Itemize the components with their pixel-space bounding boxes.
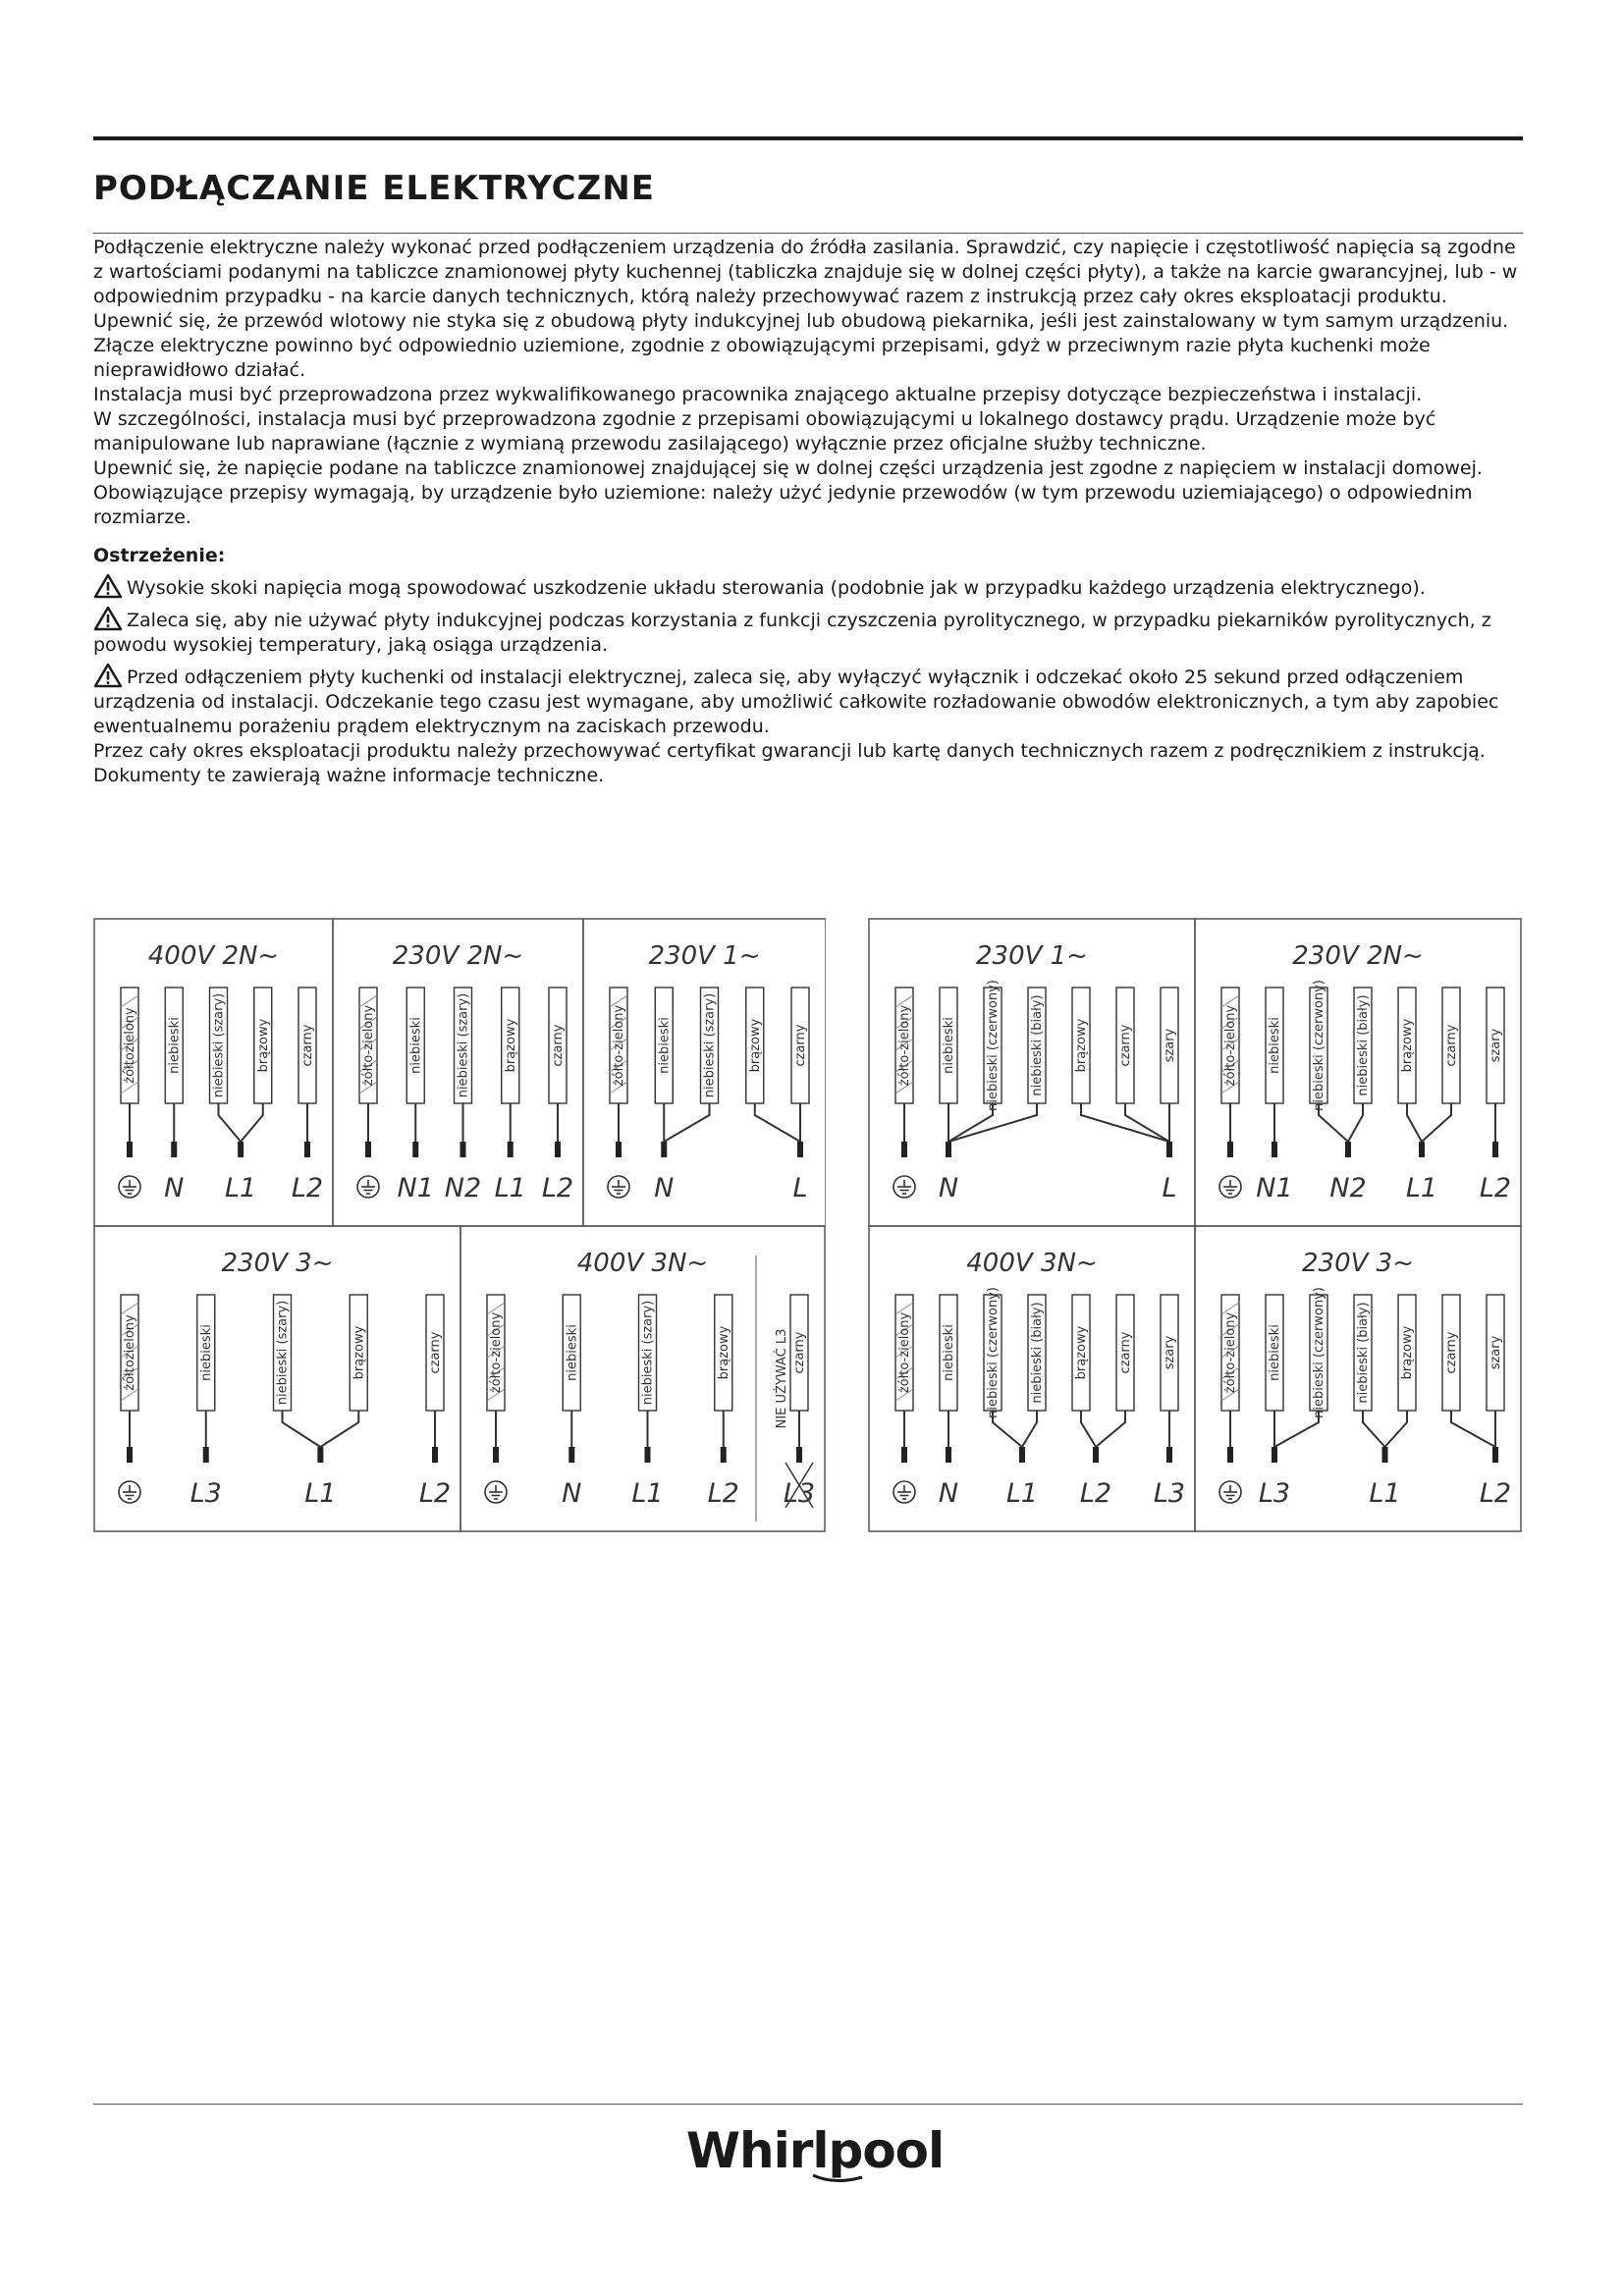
terminal-label: L1 (1005, 1478, 1039, 1509)
terminal-label: L2 (707, 1478, 739, 1509)
voltage-label: 230V 1~ (975, 941, 1089, 971)
wire-label: brązowy (1400, 1325, 1415, 1380)
warning-text: Zaleca się, aby nie używać płyty indukcyjnej podczas korzystania z funkcji czyszczenia pyrolitycznego, w przypadku piekarników pyrolitycznych, z powodu wysokiej temperatury, jaką osiąga urządzenia. (93, 610, 1491, 656)
left-diagram-cell (583, 919, 826, 1226)
lead (755, 1103, 800, 1142)
ferrule (1166, 1447, 1172, 1463)
ferrule (493, 1447, 499, 1463)
wire-label: niebieski (408, 1017, 424, 1074)
ferrule (508, 1142, 514, 1157)
terminal-label: L2 (1479, 1478, 1512, 1509)
terminal-label: N (164, 1173, 185, 1203)
lead (1451, 1411, 1495, 1447)
ferrule (127, 1142, 133, 1157)
paragraph: Upewnić się, że napięcie podane na tabliczce znamionowej znajdującej się w dolnej części urządzenia jest zgodne z napięciem w instalacji domowej. (93, 457, 1483, 479)
right-diagram-cell (1195, 919, 1521, 1226)
wire-label: niebieski (szary) (211, 992, 227, 1098)
wire-label: niebieski (biały) (1030, 1302, 1045, 1404)
terminal-label: N (562, 1478, 582, 1509)
wire-label: żółtozielony (123, 1007, 137, 1084)
left-wiring-diagram-svg (93, 918, 826, 1533)
warning-heading: Ostrzeżenie: (93, 545, 226, 566)
lead (283, 1411, 321, 1447)
wire-label: żółtozielony (123, 1314, 137, 1391)
terminal-label: L1 (304, 1478, 337, 1509)
ferrule (1419, 1142, 1425, 1157)
right-diagram-cell (869, 1226, 1195, 1531)
terminal-label: N (938, 1478, 959, 1509)
wire-label: niebieski (1268, 1324, 1282, 1381)
left-diagram-cell (94, 1226, 460, 1531)
ferrule (946, 1447, 951, 1463)
wire-label: niebieski (565, 1324, 580, 1381)
wire-label: szary (1489, 1335, 1503, 1370)
wire-label: czarny (300, 1024, 315, 1067)
wire-label: niebieski (szary) (640, 1300, 656, 1406)
wire-label: czarny (1118, 1024, 1133, 1067)
wire-label: żółto-zielony (612, 1004, 626, 1087)
page-title: PODŁĄCZANIE ELEKTRYCZNE (93, 169, 655, 208)
warning-item (93, 606, 1527, 658)
ferrule (1166, 1142, 1172, 1157)
left-diagram-cell (460, 1226, 825, 1531)
wire-label: niebieski (942, 1324, 956, 1381)
voltage-label: 230V 3~ (221, 1249, 334, 1278)
wire-label: żółto-zielony (361, 1004, 376, 1087)
ferrule (901, 1142, 907, 1157)
brand-wordmark: Whirlpool (687, 2122, 943, 2179)
ferrule (317, 1447, 323, 1463)
warning-item (93, 573, 1527, 601)
wire-label: czarny (1444, 1024, 1459, 1067)
lead (1096, 1411, 1125, 1447)
warning-text: Przed odłączeniem płyty kuchenki od instalacji elektrycznej, zaleca się, aby wyłączyć wyłącznik i odczekać około 25 sekund przed odłączeniem urządzenia od instalacji. Odczekanie tego czasu jest wymagane, aby umożliwić całkowite rozładowanie obwodów elektronicznych, a tym aby zapobiec ewentualnemu porażeniu prądem elektrycznym na zaciskach przewodu. (93, 667, 1499, 737)
terminal-label: N2 (1329, 1173, 1367, 1203)
voltage-label: 230V 2N~ (392, 941, 524, 971)
ferrule (127, 1447, 133, 1463)
terminal-label: L1 (225, 1173, 257, 1203)
right-diagram-cell (1195, 1226, 1521, 1531)
voltage-label: 400V 3N~ (966, 1249, 1098, 1278)
warning-triangle-icon (93, 606, 123, 631)
wire-label: żółto-zielony (897, 1311, 912, 1394)
left-wiring-diagram (93, 918, 826, 1533)
wire-label: niebieski (czerwony) (1312, 1287, 1326, 1418)
ferrule (304, 1142, 310, 1157)
lead (241, 1103, 263, 1142)
wire-label: żółto-zielony (897, 1004, 912, 1087)
wire-label: brązowy (255, 1018, 271, 1073)
wire-label: szary (1163, 1335, 1177, 1370)
paragraph: Obowiązujące przepisy wymagają, by urządzenie było uziemione: należy użyć jedynie przewodów (w tym przewodu uziemiającego) o odpowiednim rozmiarze. (93, 482, 1473, 528)
ferrule (555, 1142, 561, 1157)
warning-item (93, 663, 1527, 739)
lead (320, 1411, 358, 1447)
ferrule (1227, 1142, 1233, 1157)
wire-label: czarny (1444, 1331, 1459, 1374)
wire-label: brązowy (503, 1018, 518, 1073)
warning-triangle-icon (93, 663, 123, 688)
warning-note: NIE UŻYWAĆ L3 (775, 1328, 789, 1429)
lead (1348, 1103, 1363, 1142)
ferrule (797, 1142, 803, 1157)
wire-label: niebieski (biały) (1030, 994, 1045, 1096)
voltage-label: 230V 3~ (1301, 1249, 1415, 1278)
ferrule (203, 1447, 209, 1463)
terminal-label: L3 (1153, 1478, 1186, 1509)
ferrule (616, 1142, 622, 1157)
wire-label: niebieski (biały) (1356, 994, 1371, 1096)
lead (1022, 1411, 1037, 1447)
ferrule (721, 1447, 727, 1463)
left-diagram-cell (333, 919, 583, 1226)
ferrule (1272, 1447, 1277, 1463)
wire-label: niebieski (czerwony) (986, 1287, 1001, 1418)
ferrule (1019, 1447, 1025, 1463)
wire-label: czarny (551, 1024, 566, 1067)
voltage-label: 400V 3N~ (576, 1249, 709, 1278)
ferrule (1272, 1142, 1277, 1157)
voltage-label: 400V 2N~ (147, 941, 280, 971)
wire-label: czarny (1118, 1331, 1133, 1374)
wire-label: żółto-zielony (1223, 1004, 1238, 1087)
lead (1081, 1411, 1096, 1447)
bottom-rule (93, 2104, 1523, 2105)
ferrule (946, 1142, 951, 1157)
wire-label: brązowy (716, 1325, 731, 1380)
title-rule (93, 233, 1523, 234)
terminal-label: L3 (1258, 1478, 1291, 1509)
warning-text: Wysokie skoki napięcia mogą spowodować uszkodzenie układu sterowania (podobnie jak w przypadku każdego urządzenia elektrycznego). (127, 577, 1426, 599)
terminal-label: N1 (397, 1173, 434, 1203)
wire-label: niebieski (942, 1017, 956, 1074)
ferrule (645, 1447, 651, 1463)
ferrule (1345, 1142, 1351, 1157)
ferrule (1492, 1447, 1498, 1463)
wire-label: brązowy (352, 1325, 367, 1380)
ferrule (412, 1142, 418, 1157)
wire-label: niebieski (czerwony) (986, 980, 1001, 1111)
wire-label: niebieski (198, 1324, 214, 1381)
terminal-label: N (938, 1173, 959, 1203)
body-text (93, 236, 1527, 788)
right-wiring-diagram-svg (868, 918, 1523, 1533)
ferrule (1227, 1447, 1233, 1463)
lead (1407, 1103, 1422, 1142)
terminal-label: L1 (494, 1173, 526, 1203)
terminal-label: L1 (1369, 1478, 1401, 1509)
lead (664, 1103, 709, 1142)
wire-label: niebieski (1268, 1017, 1282, 1074)
wire-label: szary (1163, 1028, 1177, 1063)
ferrule (796, 1447, 802, 1463)
top-rule (93, 136, 1523, 140)
voltage-label: 230V 1~ (648, 941, 761, 971)
paragraph: Podłączenie elektryczne należy wykonać przed podłączeniem urządzenia do źródła zasilania. Sprawdzić, czy napięcie i częstotliwość napięcia są zgodne z wartościami podanymi na tabliczce znamionowej płyty kuchennej (tabliczka znajduje się w dolnej części płyty), a także na karcie gwarancyjnej, lub - w odpowiednim przypadku - na karcie danych technicznych, którą należy przechowywać razem z instrukcją przez cały okres eksploatacji produktu. Upewnić się, że przewód wlotowy nie styka się z obudową płyty indukcyjnej lub obudową piekarnika, jeśli jest zainstalowany w tym samym urządzeniu. (93, 237, 1518, 332)
wire-label: niebieski (czerwony) (1312, 980, 1326, 1111)
lead (1422, 1103, 1451, 1142)
paragraph: Instalacja musi być przeprowadzona przez wykwalifikowanego pracownika znającego aktualne przepisy dotyczące bezpieczeństwa i instalacji. (93, 384, 1423, 405)
left-diagram-cell (94, 919, 333, 1226)
ferrule (1382, 1447, 1388, 1463)
wire-label: brązowy (1074, 1018, 1089, 1073)
wire-label: niebieski (657, 1017, 673, 1074)
wire-label: żółto-zielony (1223, 1311, 1238, 1394)
ferrule (1093, 1447, 1099, 1463)
wire-label: niebieski (szary) (275, 1300, 291, 1406)
whirlpool-logo (687, 2120, 943, 2189)
ferrule (568, 1447, 574, 1463)
wire-label: niebieski (szary) (702, 992, 718, 1098)
terminal-label: L3 (783, 1478, 816, 1509)
lead (219, 1103, 242, 1142)
wire-label: brązowy (1400, 1018, 1415, 1073)
lead (1363, 1411, 1385, 1447)
terminal-label: L2 (418, 1478, 452, 1509)
terminal-label: L1 (631, 1478, 664, 1509)
wire-label: brązowy (1074, 1325, 1089, 1380)
ferrule (901, 1447, 907, 1463)
wire-label: niebieski (167, 1017, 183, 1074)
terminal-label: L2 (291, 1173, 324, 1203)
warning-triangle-icon (93, 573, 123, 599)
wire-label: żółto-zielony (489, 1311, 504, 1394)
wire-label: czarny (428, 1331, 443, 1374)
ferrule (460, 1142, 466, 1157)
ferrule (171, 1142, 177, 1157)
paragraph: Złącze elektryczne powinno być odpowiednio uziemione, zgodnie z obowiązującymi przepisami, gdyż w przeciwnym razie płyta kuchenki może nieprawidłowo działać. (93, 335, 1431, 381)
terminal-label: L (1162, 1173, 1177, 1203)
wire-label: niebieski (szary) (456, 992, 471, 1098)
wire-label: czarny (792, 1331, 807, 1374)
lead (1385, 1411, 1408, 1447)
terminal-label: N2 (444, 1173, 482, 1203)
ferrule (365, 1142, 371, 1157)
terminal-label: L1 (1405, 1173, 1438, 1203)
terminal-label: N1 (1256, 1173, 1293, 1203)
ferrule (432, 1447, 438, 1463)
wire-label: szary (1489, 1028, 1503, 1063)
wire-label: niebieski (biały) (1356, 1302, 1371, 1404)
terminal-label: L2 (541, 1173, 574, 1203)
terminal-label: N (654, 1173, 675, 1203)
terminal-label: L2 (1479, 1173, 1512, 1203)
right-wiring-diagram (868, 918, 1523, 1533)
paragraph: W szczególności, instalacja musi być przeprowadzona zgodnie z przepisami obowiązującymi u lokalnego dostawcy prądu. Urządzenie może być manipulowane lub naprawiane (łącznie z wymianą przewodu zasilającego) wyłącznie przez oficjalne służby techniczne. (93, 408, 1436, 454)
voltage-label: 230V 2N~ (1292, 941, 1424, 971)
wire-label: czarny (793, 1024, 808, 1067)
wire-label: brązowy (747, 1018, 763, 1073)
right-diagram-cell (869, 919, 1195, 1226)
terminal-label: L2 (1079, 1478, 1112, 1509)
terminal-label: L3 (189, 1478, 222, 1509)
ferrule (1492, 1142, 1498, 1157)
closing-paragraph: Przez cały okres eksploatacji produktu należy przechowywać certyfikat gwarancji lub kartę danych technicznych razem z podręcznikiem z instrukcją. Dokumenty te zawierają ważne informacje techniczne. (93, 740, 1486, 786)
terminal-label: L (792, 1173, 808, 1203)
ferrule (238, 1142, 244, 1157)
ferrule (661, 1142, 667, 1157)
